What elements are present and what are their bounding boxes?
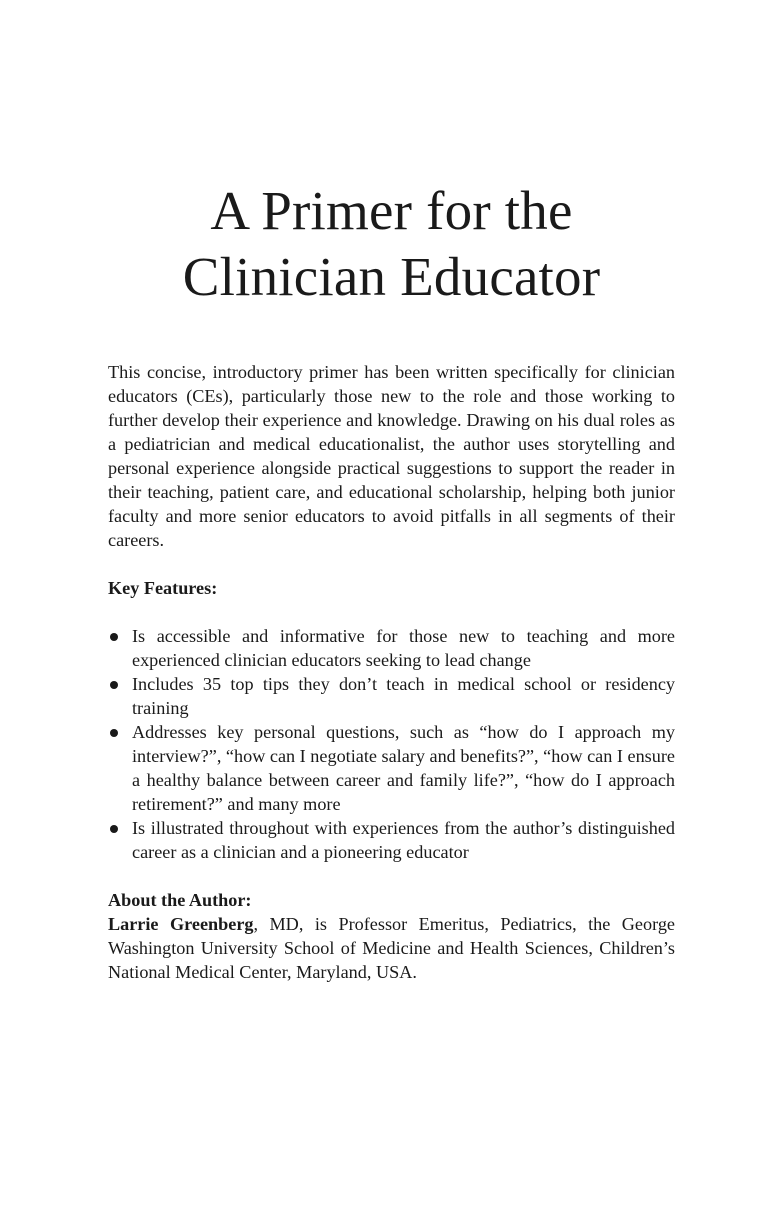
bullet-icon: [110, 729, 118, 737]
book-title-line-1: A Primer for the: [210, 180, 573, 241]
author-name: Larrie Greenberg: [108, 914, 254, 934]
feature-item-text: Is accessible and informative for those new to teaching and more experienced clinician educators seeking to lead change: [132, 626, 675, 670]
feature-item-text: Is illustrated throughout with experiences from the author’s distinguished career as a clinician and a pioneering educator: [132, 818, 675, 862]
feature-item: [108, 624, 675, 672]
feature-item-text: Includes 35 top tips they don’t teach in medical school or residency training: [132, 674, 675, 718]
feature-item-text: Addresses key personal questions, such as “how do I approach my interview?”, “how can I negotiate salary and benefits?”, “how can I ensure a healthy balance between career and family life?”, “how do I approach retirement?” and many more: [132, 722, 675, 814]
book-title-line-2: Clinician Educator: [182, 246, 601, 307]
author-bio: , MD, is Professor Emeritus, Pediatrics, the George Washington University School of Medicine and Health Sciences, Children’s National Medical Center, Maryland, USA.: [108, 914, 675, 982]
key-features-list: [108, 624, 675, 864]
key-features-heading: Key Features:: [108, 578, 218, 598]
bullet-icon: [110, 633, 118, 641]
bullet-icon: [110, 825, 118, 833]
feature-item: [108, 672, 675, 720]
book-title: [108, 178, 675, 310]
feature-item: [108, 720, 675, 816]
book-blurb: [108, 360, 675, 984]
about-author-heading: About the Author:: [108, 890, 252, 910]
description-paragraph: This concise, introductory primer has been written specifically for clinician educators (CEs), particularly those new to the role and those working to further develop their experience and knowledge. Drawing on his dual roles as a pediatrician and medical educationalist, the author uses storytelling and personal experience alongside practical suggestions to support the reader in their teaching, patient care, and educational scholarship, helping both junior faculty and more senior educators to avoid pitfalls in all segments of their careers.: [108, 362, 675, 550]
author-bio-paragraph: [108, 912, 675, 984]
bullet-icon: [110, 681, 118, 689]
feature-item: [108, 816, 675, 864]
